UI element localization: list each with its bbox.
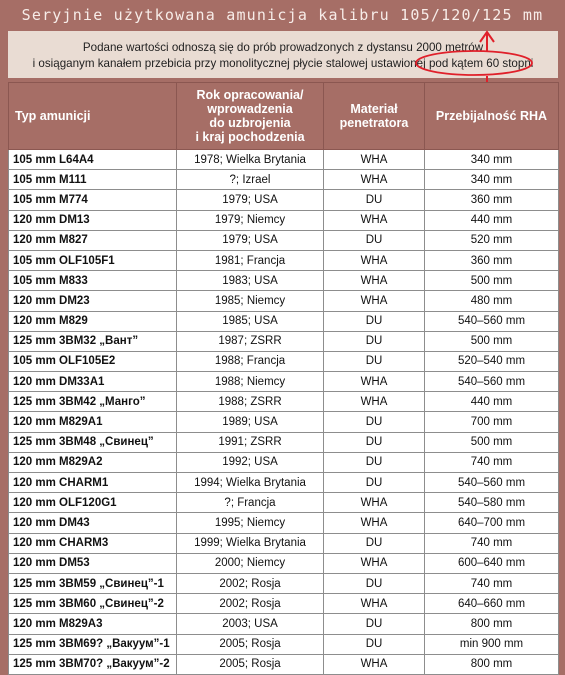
cell-penetration: 540–560 mm xyxy=(425,311,559,331)
header-line: Rok opracowania/ xyxy=(196,88,304,102)
table-row xyxy=(9,210,559,230)
cell-year-country: 1989; USA xyxy=(177,412,324,432)
cell-penetration: 540–580 mm xyxy=(425,493,559,513)
cell-penetration: 500 mm xyxy=(425,432,559,452)
cell-year-country: 1979; USA xyxy=(177,190,324,210)
cell-penetration: 700 mm xyxy=(425,412,559,432)
cell-material: DU xyxy=(324,432,425,452)
cell-material: DU xyxy=(324,473,425,493)
table-row xyxy=(9,311,559,331)
cell-ammunition-type: 120 mm CHARM1 xyxy=(9,473,177,493)
table-row xyxy=(9,412,559,432)
ammunition-table-wrapper xyxy=(8,82,558,675)
cell-penetration: 500 mm xyxy=(425,331,559,351)
cell-material: WHA xyxy=(324,291,425,311)
cell-material: DU xyxy=(324,351,425,371)
table-row xyxy=(9,614,559,634)
cell-ammunition-type: 125 mm 3BM32 „Вант” xyxy=(9,331,177,351)
cell-material: WHA xyxy=(324,170,425,190)
cell-ammunition-type: 120 mm M829 xyxy=(9,311,177,331)
header-penetrator-material xyxy=(324,83,425,150)
cell-ammunition-type: 120 mm OLF120G1 xyxy=(9,493,177,513)
table-row xyxy=(9,250,559,270)
cell-year-country: 1985; Niemcy xyxy=(177,291,324,311)
cell-material: DU xyxy=(324,331,425,351)
cell-ammunition-type: 105 mm M111 xyxy=(9,170,177,190)
header-ammunition-type xyxy=(9,83,177,150)
cell-ammunition-type: 120 mm CHARM3 xyxy=(9,533,177,553)
table-row xyxy=(9,573,559,593)
cell-ammunition-type: 120 mm DM33A1 xyxy=(9,372,177,392)
cell-ammunition-type: 120 mm M829A2 xyxy=(9,452,177,472)
cell-material: DU xyxy=(324,634,425,654)
cell-year-country: 1979; Niemcy xyxy=(177,210,324,230)
header-line: Typ amunicji xyxy=(15,109,91,123)
table-row xyxy=(9,190,559,210)
cell-penetration: 520–540 mm xyxy=(425,351,559,371)
cell-year-country: 2005; Rosja xyxy=(177,634,324,654)
cell-ammunition-type: 105 mm M774 xyxy=(9,190,177,210)
header-line: wprowadzenia xyxy=(207,102,293,116)
table-row xyxy=(9,513,559,533)
cell-ammunition-type: 105 mm L64A4 xyxy=(9,150,177,170)
cell-ammunition-type: 120 mm DM43 xyxy=(9,513,177,533)
cell-year-country: ?; Francja xyxy=(177,493,324,513)
table-row xyxy=(9,230,559,250)
note-highlight: pod kątem 60 stopni xyxy=(428,57,534,70)
table-row xyxy=(9,331,559,351)
table-row xyxy=(9,533,559,553)
cell-year-country: 1987; ZSRR xyxy=(177,331,324,351)
table-row xyxy=(9,291,559,311)
cell-year-country: 1991; ZSRR xyxy=(177,432,324,452)
table-row xyxy=(9,170,559,190)
cell-material: WHA xyxy=(324,250,425,270)
cell-year-country: 2003; USA xyxy=(177,614,324,634)
cell-material: WHA xyxy=(324,654,425,674)
cell-material: WHA xyxy=(324,150,425,170)
table-row xyxy=(9,634,559,654)
cell-year-country: 2002; Rosja xyxy=(177,573,324,593)
cell-ammunition-type: 125 mm 3BM59 „Свинец”-1 xyxy=(9,573,177,593)
header-year-country xyxy=(177,83,324,150)
cell-year-country: 2000; Niemcy xyxy=(177,553,324,573)
cell-material: WHA xyxy=(324,210,425,230)
cell-material: WHA xyxy=(324,271,425,291)
cell-year-country: 1988; Niemcy xyxy=(177,372,324,392)
cell-penetration: 480 mm xyxy=(425,291,559,311)
cell-penetration: 740 mm xyxy=(425,573,559,593)
cell-year-country: 1988; ZSRR xyxy=(177,392,324,412)
cell-ammunition-type: 105 mm M833 xyxy=(9,271,177,291)
cell-year-country: 2002; Rosja xyxy=(177,594,324,614)
cell-penetration: 740 mm xyxy=(425,452,559,472)
cell-ammunition-type: 125 mm 3BM48 „Свинец” xyxy=(9,432,177,452)
cell-year-country: 1988; Francja xyxy=(177,351,324,371)
cell-year-country: 1992; USA xyxy=(177,452,324,472)
header-line: do uzbrojenia xyxy=(209,116,291,130)
table-row xyxy=(9,392,559,412)
table-row xyxy=(9,351,559,371)
cell-material: WHA xyxy=(324,493,425,513)
table-row xyxy=(9,432,559,452)
table-row xyxy=(9,594,559,614)
cell-penetration: 600–640 mm xyxy=(425,553,559,573)
cell-ammunition-type: 120 mm M827 xyxy=(9,230,177,250)
cell-year-country: 1981; Francja xyxy=(177,250,324,270)
cell-ammunition-type: 125 mm 3BM69? „Вакуум”-1 xyxy=(9,634,177,654)
cell-ammunition-type: 120 mm M829A3 xyxy=(9,614,177,634)
cell-ammunition-type: 105 mm OLF105E2 xyxy=(9,351,177,371)
cell-year-country: 1995; Niemcy xyxy=(177,513,324,533)
cell-ammunition-type: 120 mm M829A1 xyxy=(9,412,177,432)
cell-penetration: 360 mm xyxy=(425,190,559,210)
cell-material: WHA xyxy=(324,594,425,614)
cell-penetration: 740 mm xyxy=(425,533,559,553)
cell-penetration: 500 mm xyxy=(425,271,559,291)
table-row xyxy=(9,493,559,513)
header-line: Materiał xyxy=(350,102,398,116)
cell-penetration: 340 mm xyxy=(425,170,559,190)
cell-year-country: 1979; USA xyxy=(177,230,324,250)
cell-ammunition-type: 120 mm DM23 xyxy=(9,291,177,311)
cell-year-country: 2005; Rosja xyxy=(177,654,324,674)
note-line-2-text: i osiąganym kanałem przebicia przy monolitycznej płycie stalowej ustawionej xyxy=(32,57,429,70)
cell-ammunition-type: 120 mm DM13 xyxy=(9,210,177,230)
table-row xyxy=(9,452,559,472)
cell-material: DU xyxy=(324,412,425,432)
cell-year-country: 1999; Wielka Brytania xyxy=(177,533,324,553)
cell-material: DU xyxy=(324,311,425,331)
cell-material: WHA xyxy=(324,372,425,392)
cell-ammunition-type: 105 mm OLF105F1 xyxy=(9,250,177,270)
table-body xyxy=(9,150,559,675)
table-row xyxy=(9,150,559,170)
cell-material: WHA xyxy=(324,392,425,412)
note-line-1: Podane wartości odnoszą się do prób prowadzonych z dystansu 2000 metrów xyxy=(82,41,484,54)
cell-penetration: 440 mm xyxy=(425,210,559,230)
header-line: Przebijalność RHA xyxy=(435,109,548,123)
cell-material: DU xyxy=(324,452,425,472)
header-rha-penetration xyxy=(425,83,559,150)
cell-penetration: 340 mm xyxy=(425,150,559,170)
cell-material: WHA xyxy=(324,513,425,533)
cell-penetration: 640–660 mm xyxy=(425,594,559,614)
table-header-row xyxy=(9,83,559,150)
cell-penetration: 440 mm xyxy=(425,392,559,412)
cell-ammunition-type: 120 mm DM53 xyxy=(9,553,177,573)
methodology-note xyxy=(8,31,558,78)
cell-penetration: 800 mm xyxy=(425,614,559,634)
cell-year-country: ?; Izrael xyxy=(177,170,324,190)
cell-penetration: 540–560 mm xyxy=(425,473,559,493)
table-row xyxy=(9,654,559,674)
cell-penetration: 360 mm xyxy=(425,250,559,270)
table-row xyxy=(9,372,559,392)
cell-penetration: min 900 mm xyxy=(425,634,559,654)
cell-year-country: 1985; USA xyxy=(177,311,324,331)
cell-ammunition-type: 125 mm 3BM70? „Вакуум”-2 xyxy=(9,654,177,674)
note-line-2 xyxy=(8,57,558,70)
cell-year-country: 1994; Wielka Brytania xyxy=(177,473,324,493)
cell-ammunition-type: 125 mm 3BM42 „Манго” xyxy=(9,392,177,412)
cell-material: DU xyxy=(324,533,425,553)
cell-material: DU xyxy=(324,190,425,210)
table-row xyxy=(9,271,559,291)
cell-material: DU xyxy=(324,230,425,250)
cell-ammunition-type: 125 mm 3BM60 „Свинец”-2 xyxy=(9,594,177,614)
cell-year-country: 1983; USA xyxy=(177,271,324,291)
table-row xyxy=(9,553,559,573)
cell-material: DU xyxy=(324,573,425,593)
cell-penetration: 520 mm xyxy=(425,230,559,250)
cell-material: WHA xyxy=(324,553,425,573)
cell-material: DU xyxy=(324,614,425,634)
page-title: Seryjnie użytkowana amunicja kalibru 105/120/125 mm xyxy=(21,6,544,24)
ammunition-table xyxy=(8,82,559,675)
cell-year-country: 1978; Wielka Brytania xyxy=(177,150,324,170)
header-line: penetratora xyxy=(339,116,409,130)
cell-penetration: 800 mm xyxy=(425,654,559,674)
cell-penetration: 540–560 mm xyxy=(425,372,559,392)
header-line: i kraj pochodzenia xyxy=(195,130,305,144)
cell-penetration: 640–700 mm xyxy=(425,513,559,533)
table-row xyxy=(9,473,559,493)
